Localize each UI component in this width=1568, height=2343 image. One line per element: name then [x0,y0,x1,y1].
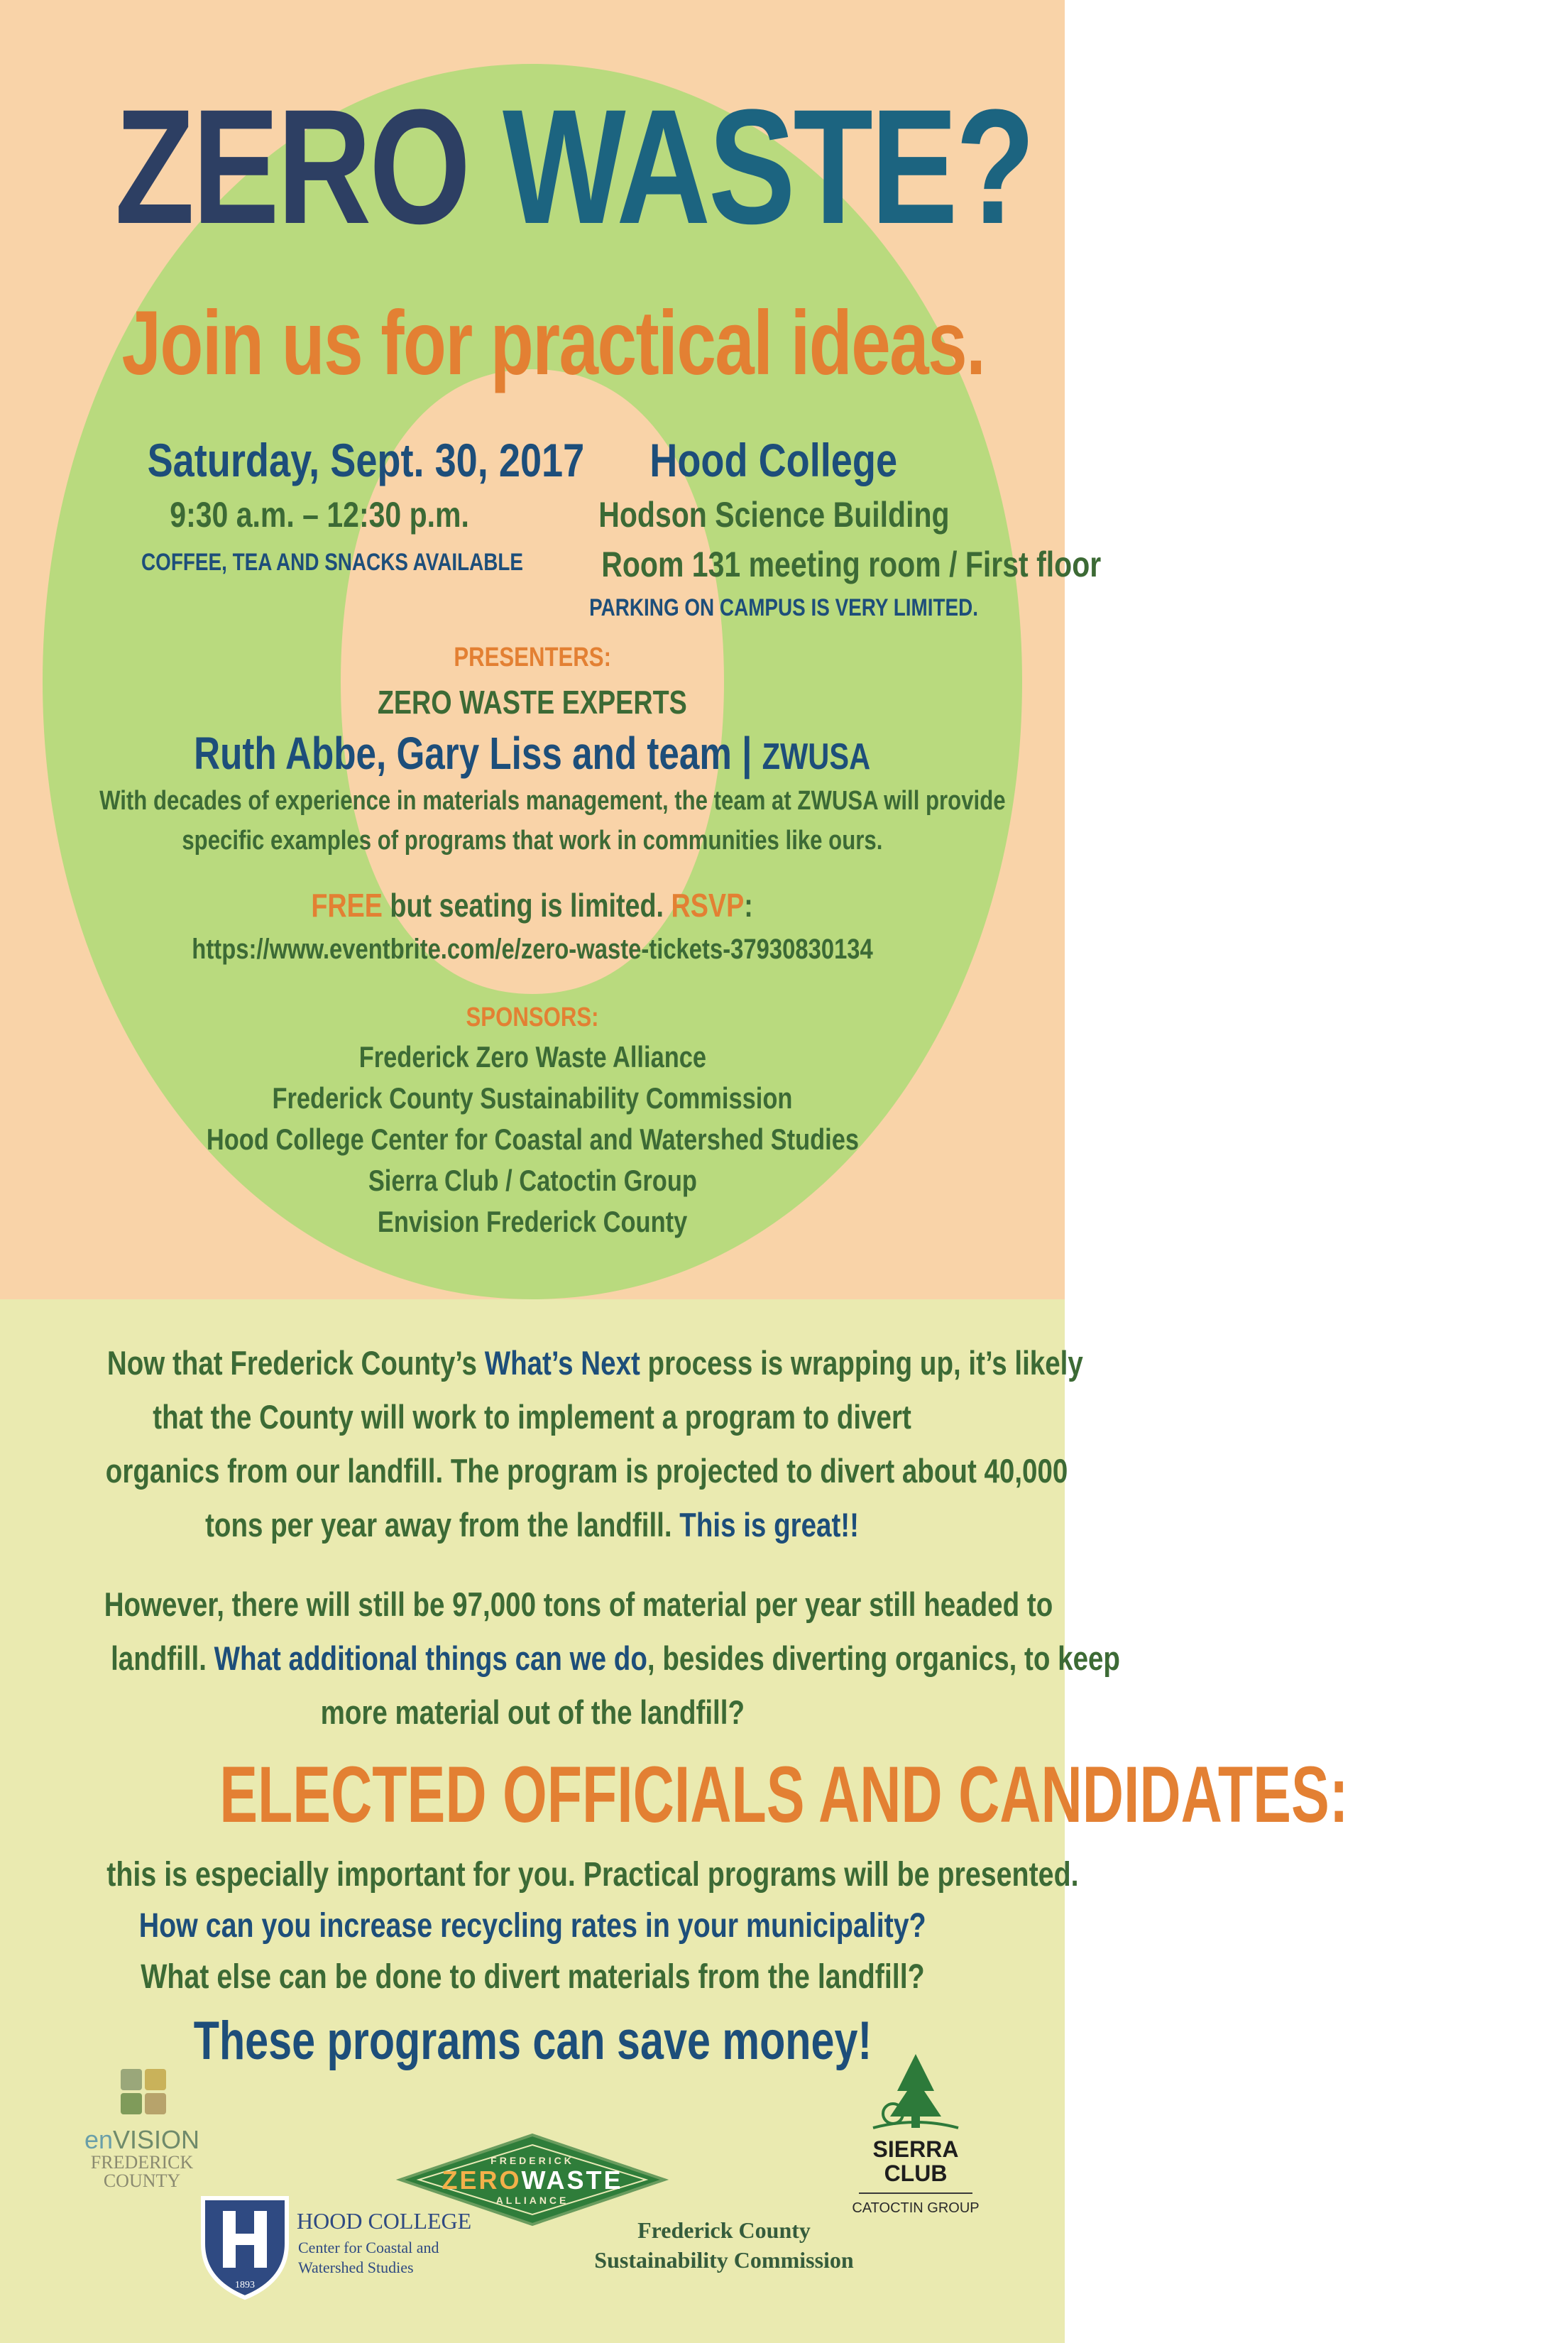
headline [0,75,1065,258]
officials-line4: These programs can save money! [193,2011,872,2071]
zero-waste-alliance-logo: FREDERICK ZEROWASTE ALLIANCE [398,2134,667,2226]
parking-note: PARKING ON CAMPUS IS VERY LIMITED. [589,594,978,621]
event-time: 9:30 a.m. – 12:30 p.m. [170,495,469,535]
venue-building: Hodson Science Building [598,495,950,535]
officials-heading: ELECTED OFFICIALS AND CANDIDATES: [219,1750,1349,1839]
sponsor-item: Frederick Zero Waste Alliance [358,1040,706,1074]
headline-word-waste: WASTE? [502,75,1034,258]
sponsor-item: Envision Frederick County [377,1205,688,1238]
presenters-group: ZERO WASTE EXPERTS [378,684,687,721]
officials-line1: this is especially important for you. Practical programs will be presented. [106,1856,1079,1894]
presenters-separator: | [732,728,762,779]
sponsor-item: Sierra Club / Catoctin Group [368,1164,697,1197]
sustainability-commission-logo: Frederick County Sustainability Commission [594,2217,854,2273]
sponsors-list [0,1037,1065,1242]
info-section [0,1299,1349,2343]
event-venue-block [547,433,1102,628]
sponsor-item: Frederick County Sustainability Commission [272,1081,793,1115]
envision-logo: enVISION FREDERICK COUNTY [71,2066,213,2194]
hood-college-logo: 1893 HOOD COLLEGE Center for Coastal and Watershed Studies [199,2194,483,2300]
venue-room: Room 131 meeting room / First floor [601,545,1102,584]
shield-icon [199,2194,291,2300]
leaf-icon [71,2066,213,2123]
refreshments-note: COFFEE, TEA AND SNACKS AVAILABLE [141,549,524,576]
rsvp-url[interactable]: https://www.eventbrite.com/e/zero-waste-tickets-37930830134 [192,934,873,965]
paragraph-additional: However, there will still be 97,000 tons of material per year still headed to landfill. What additional things can we do, besides diverting organics, to keep more material out of the landfill? [104,1585,1120,1731]
presenters-label: PRESENTERS: [454,643,611,672]
officials-line3: What else can be done to divert materials from the landfill? [140,1958,925,1996]
rsvp-line: FREE but seating is limited. RSVP: [311,887,754,924]
officials-line2: How can you increase recycling rates in your municipality? [138,1907,926,1945]
headline-word-zero: ZERO [114,75,469,258]
rsvp-label: RSVP [671,887,745,924]
hood-year: 1893 [235,2280,255,2290]
presenters-org: ZWUSA [762,736,871,777]
free-label: FREE [311,887,383,924]
presenters-description: With decades of experience in materials management, the team at ZWUSA will provide specific examples of programs that work in communities like ours. [99,786,1006,856]
paragraph-whats-next: Now that Frederick County’s What’s Next process is wrapping up, it’s likely that the County will work to implement a program to divert organics from our landfill. The program is projected to divert about 40,000 tons per year away from the landfill. This is great!! [105,1344,1083,1544]
event-date: Saturday, Sept. 30, 2017 [147,434,585,486]
venue-name: Hood College [649,434,898,486]
sponsors-label: SPONSORS: [466,1003,599,1032]
event-date-block [99,433,585,584]
subheadline: Join us for practical ideas. [121,293,985,394]
presenters-names: Ruth Abbe, Gary Liss and team [194,728,733,779]
sierra-club-logo: SIERRA CLUB CATOCTIN GROUP [830,2048,1001,2212]
presenters-names-line [0,726,1065,785]
sponsor-item: Hood College Center for Coastal and Watershed Studies [206,1123,859,1156]
tree-icon [830,2048,1001,2134]
event-section [0,0,1102,1299]
